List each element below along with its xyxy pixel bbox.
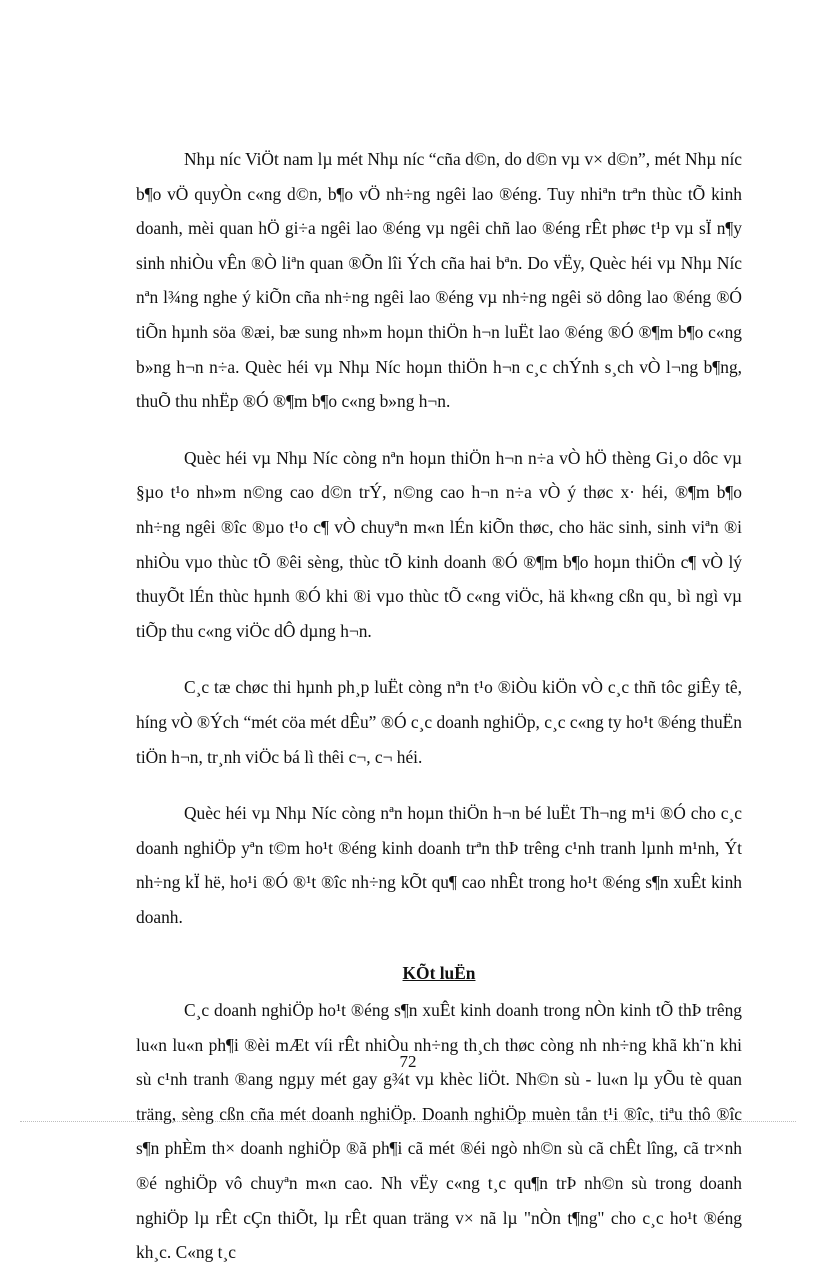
paragraph: C¸c doanh nghiÖp ho¹t ®éng s¶n xuÊt kinh doanh trong nÒn kinh tÕ thÞ trêng lu«n lu«n ph¶i ®èi mÆt víi rÊt nhiÒu nh÷ng th¸ch thøc còng nh nh÷ng khã kh¨n khi sù c¹nh tranh ®ang ngµy mét gay g¾t vµ khèc liÖt. Nh©n sù - lu«n lµ yÕu tè quan träng, sèng cßn cña mét doanh nghiÖp. Doanh nghiÖp muèn tån t¹i ®îc, tiªu thô ®îc s¶n phÈm th× doanh nghiÖp ®ã ph¶i cã mét ®éi ngò nh©n sù cã chÊt lîng, cã tr×nh ®é nghiÖp vô chuyªn m«n cao. Nh vËy c«ng t¸c qu¶n trÞ nh©n sù trong doanh nghiÖp lµ rÊt cÇn thiÕt, lµ rÊt quan träng v× nã lµ "nÒn t¶ng" cho c¸c ho¹t ®éng kh¸c. C«ng t¸c xyxy=(136,1000,742,1263)
paragraph: Quèc héi vµ Nhµ Níc còng nªn hoµn thiÖn h¬n bé luËt Th¬ng m¹i ®Ó cho c¸c doanh nghiÖp yªn t©m ho¹t ®éng kinh doanh trªn thÞ trêng c¹nh tranh lµnh m¹nh, Ýt nh÷ng kÏ hë, ho¹i ®Ó ®¹t ®îc nh÷ng kÕt qu¶ cao nhÊt trong ho¹t ®éng s¶n xuÊt kinh doanh. xyxy=(136,803,742,927)
paragraph: C¸c tæ chøc thi hµnh ph¸p luËt còng nªn t¹o ®iÒu kiÖn vÒ c¸c thñ tôc giÊy tê, híng vÒ ®Ých “mét cöa mét dÊu” ®Ó c¸c doanh nghiÖp, c¸c c«ng ty ho¹t ®éng thuËn tiÖn h¬n, tr¸nh viÖc bá lì thêi c¬, c¬ héi. xyxy=(136,677,742,767)
page-number: 72 xyxy=(399,1052,417,1071)
section-heading: KÕt luËn xyxy=(402,963,476,984)
paragraph: Quèc héi vµ Nhµ Níc còng nªn hoµn thiÖn h¬n n÷a vÒ hÖ thèng Gi¸o dôc vµ §µo t¹o nh»m n©ng cao d©n trÝ, n©ng cao h¬n n÷a vÒ ý thøc x· héi, ®¶m b¶o nh÷ng ngêi ®îc ®µo t¹o c¶ vÒ chuyªn m«n lÉn kiÕn thøc, cho häc sinh, sinh viªn ®i nhiÒu vµo thùc tÕ ®êi sèng, thùc tÕ kinh doanh ®Ó ®¶m b¶o hoµn thiÖn c¶ vÒ lý thuyÕt lÉn thùc hµnh ®Ó khi ®i vµo thùc tÕ c«ng viÖc, hä kh«ng cßn qu¸ bì ngì vµ tiÕp thu c«ng viÖc dÔ dµng h¬n. xyxy=(136,447,742,641)
page-bottom-border xyxy=(20,1121,796,1122)
paragraph: Nhµ níc ViÖt nam lµ mét Nhµ níc “cña d©n, do d©n vµ v× d©n”, mét Nhµ níc b¶o vÖ quyÒn c«ng d©n, b¶o vÖ nh÷ng ngêi lao ®éng. Tuy nhiªn trªn thùc tÕ kinh doanh, mèi quan hÖ gi÷a ngêi lao ®éng vµ ngêi chñ lao ®éng rÊt phøc t¹p vµ sÏ n¶y sinh nhiÒu vÊn ®Ò liªn quan ®Õn lîi Ých cña hai bªn. Do vËy, Quèc héi vµ Nhµ Níc nªn l¾ng nghe ý kiÕn cña nh÷ng ngêi lao ®éng vµ nh÷ng ngêi sö dông lao ®éng ®Ó tiÕn hµnh söa ®æi, bæ sung nh»m hoµn thiÖn h¬n luËt lao ®éng ®Ó ®¶m b¶o c«ng b»ng h¬n n÷a. Quèc héi vµ Nhµ Níc hoµn thiÖn h¬n c¸c chÝnh s¸ch vÒ l¬ng b¶ng, thuÕ thu nhËp ®Ó ®¶m b¶o c«ng b»ng h¬n. xyxy=(136,149,742,412)
document-body xyxy=(136,142,742,1270)
